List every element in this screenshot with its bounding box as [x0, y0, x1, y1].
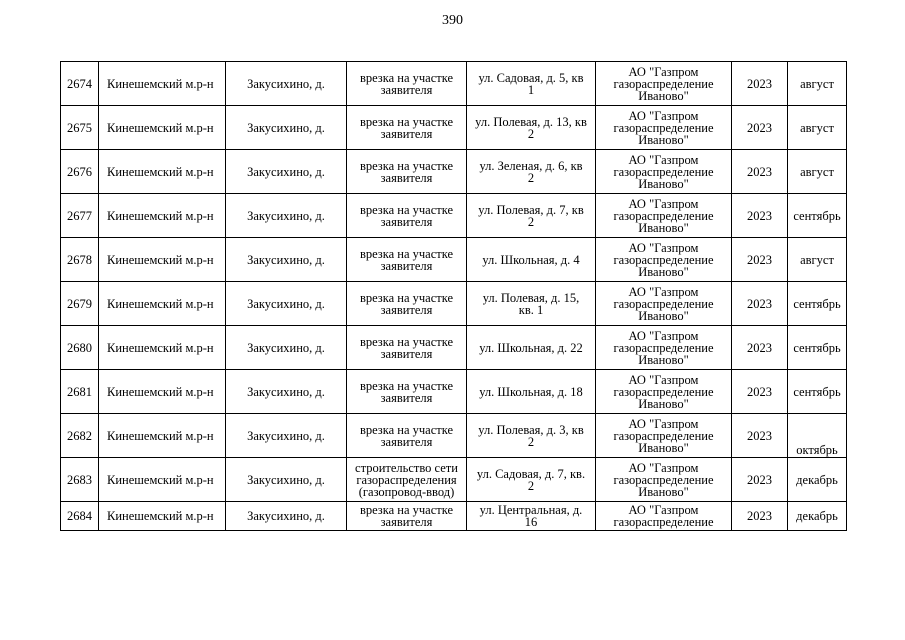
organization-cell: АО "Газпром газораспределение Иваново": [596, 106, 732, 150]
locality-cell: Закусихино, д.: [226, 238, 347, 282]
month-cell: август: [788, 150, 847, 194]
row-number-cell: 2674: [61, 62, 99, 106]
row-number-cell: 2677: [61, 194, 99, 238]
year-cell: 2023: [732, 326, 788, 370]
organization-cell: АО "Газпром газораспределение Иваново": [596, 414, 732, 458]
month-cell: сентябрь: [788, 194, 847, 238]
month-cell: декабрь: [788, 502, 847, 531]
district-cell: Кинешемский м.р-н: [99, 150, 226, 194]
work-type-cell: врезка на участке заявителя: [347, 62, 467, 106]
address-cell: ул. Полевая, д. 7, кв 2: [467, 194, 596, 238]
table-row: [61, 194, 847, 238]
table-row: [61, 326, 847, 370]
locality-cell: Закусихино, д.: [226, 326, 347, 370]
month-cell: сентябрь: [788, 326, 847, 370]
work-type-cell: врезка на участке заявителя: [347, 370, 467, 414]
locality-cell: Закусихино, д.: [226, 194, 347, 238]
address-cell: ул. Школьная, д. 22: [467, 326, 596, 370]
district-cell: Кинешемский м.р-н: [99, 194, 226, 238]
table-row: [61, 502, 847, 531]
year-cell: 2023: [732, 458, 788, 502]
gas-connection-table: [60, 61, 847, 531]
table-row: [61, 238, 847, 282]
work-type-cell: врезка на участке заявителя: [347, 282, 467, 326]
district-cell: Кинешемский м.р-н: [99, 282, 226, 326]
address-cell: ул. Центральная, д. 16: [467, 502, 596, 531]
row-number-cell: 2683: [61, 458, 99, 502]
year-cell: 2023: [732, 150, 788, 194]
work-type-cell: врезка на участке заявителя: [347, 238, 467, 282]
row-number-cell: 2678: [61, 238, 99, 282]
district-cell: Кинешемский м.р-н: [99, 414, 226, 458]
organization-cell: АО "Газпром газораспределение Иваново": [596, 326, 732, 370]
work-type-cell: врезка на участке заявителя: [347, 150, 467, 194]
row-number-cell: 2679: [61, 282, 99, 326]
table-row: [61, 62, 847, 106]
work-type-cell: врезка на участке заявителя: [347, 326, 467, 370]
locality-cell: Закусихино, д.: [226, 370, 347, 414]
table-row: [61, 458, 847, 502]
table-row: [61, 150, 847, 194]
month-cell: октябрь: [788, 414, 847, 458]
locality-cell: Закусихино, д.: [226, 62, 347, 106]
organization-cell: АО "Газпром газораспределение Иваново": [596, 238, 732, 282]
locality-cell: Закусихино, д.: [226, 502, 347, 531]
organization-cell: АО "Газпром газораспределение Иваново": [596, 370, 732, 414]
address-cell: ул. Школьная, д. 4: [467, 238, 596, 282]
year-cell: 2023: [732, 194, 788, 238]
organization-cell: АО "Газпром газораспределение Иваново": [596, 62, 732, 106]
month-cell: декабрь: [788, 458, 847, 502]
table-row: [61, 106, 847, 150]
work-type-cell: строительство сети газораспределения (газопровод-ввод): [347, 458, 467, 502]
organization-cell: АО "Газпром газораспределение: [596, 502, 732, 531]
row-number-cell: 2681: [61, 370, 99, 414]
locality-cell: Закусихино, д.: [226, 106, 347, 150]
table-row: [61, 370, 847, 414]
work-type-cell: врезка на участке заявителя: [347, 106, 467, 150]
address-cell: ул. Полевая, д. 3, кв 2: [467, 414, 596, 458]
month-cell: август: [788, 62, 847, 106]
work-type-cell: врезка на участке заявителя: [347, 414, 467, 458]
district-cell: Кинешемский м.р-н: [99, 106, 226, 150]
row-number-cell: 2684: [61, 502, 99, 531]
table-row: [61, 282, 847, 326]
district-cell: Кинешемский м.р-н: [99, 458, 226, 502]
address-cell: ул. Полевая, д. 13, кв 2: [467, 106, 596, 150]
row-number-cell: 2680: [61, 326, 99, 370]
address-cell: ул. Садовая, д. 5, кв 1: [467, 62, 596, 106]
row-number-cell: 2682: [61, 414, 99, 458]
district-cell: Кинешемский м.р-н: [99, 238, 226, 282]
address-cell: ул. Полевая, д. 15, кв. 1: [467, 282, 596, 326]
locality-cell: Закусихино, д.: [226, 458, 347, 502]
organization-cell: АО "Газпром газораспределение Иваново": [596, 150, 732, 194]
year-cell: 2023: [732, 502, 788, 531]
district-cell: Кинешемский м.р-н: [99, 370, 226, 414]
district-cell: Кинешемский м.р-н: [99, 62, 226, 106]
table-row: [61, 414, 847, 458]
month-cell: август: [788, 238, 847, 282]
year-cell: 2023: [732, 238, 788, 282]
organization-cell: АО "Газпром газораспределение Иваново": [596, 194, 732, 238]
year-cell: 2023: [732, 370, 788, 414]
district-cell: Кинешемский м.р-н: [99, 502, 226, 531]
row-number-cell: 2676: [61, 150, 99, 194]
district-cell: Кинешемский м.р-н: [99, 326, 226, 370]
locality-cell: Закусихино, д.: [226, 282, 347, 326]
work-type-cell: врезка на участке заявителя: [347, 502, 467, 531]
year-cell: 2023: [732, 106, 788, 150]
address-cell: ул. Садовая, д. 7, кв. 2: [467, 458, 596, 502]
organization-cell: АО "Газпром газораспределение Иваново": [596, 282, 732, 326]
work-type-cell: врезка на участке заявителя: [347, 194, 467, 238]
page-number: 390: [442, 13, 463, 28]
locality-cell: Закусихино, д.: [226, 150, 347, 194]
organization-cell: АО "Газпром газораспределение Иваново": [596, 458, 732, 502]
row-number-cell: 2675: [61, 106, 99, 150]
address-cell: ул. Зеленая, д. 6, кв 2: [467, 150, 596, 194]
year-cell: 2023: [732, 414, 788, 458]
month-cell: сентябрь: [788, 282, 847, 326]
month-cell: август: [788, 106, 847, 150]
locality-cell: Закусихино, д.: [226, 414, 347, 458]
month-cell: сентябрь: [788, 370, 847, 414]
address-cell: ул. Школьная, д. 18: [467, 370, 596, 414]
year-cell: 2023: [732, 282, 788, 326]
year-cell: 2023: [732, 62, 788, 106]
